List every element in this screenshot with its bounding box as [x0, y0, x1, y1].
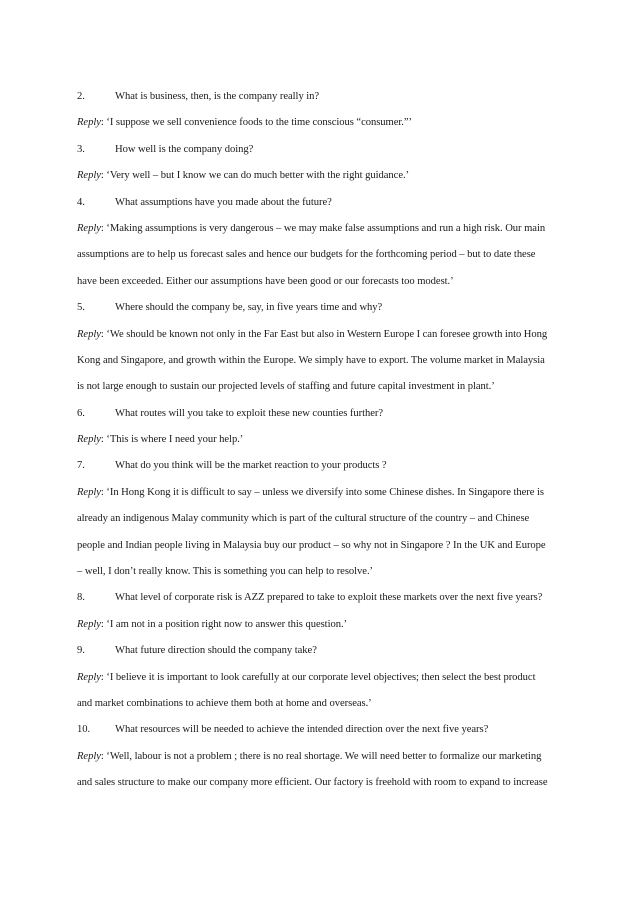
- question-text: What future direction should the company take?: [115, 645, 317, 657]
- reply-line: [77, 750, 567, 763]
- reply-continuation-line: [77, 512, 567, 525]
- reply-continuation-line: [77, 539, 567, 552]
- question-line: [77, 723, 567, 736]
- question-text: What resources will be needed to achieve the intended direction over the next five years?: [115, 724, 489, 736]
- reply-label: Reply: [77, 486, 101, 498]
- reply-text: : ‘Making assumptions is very dangerous – we may make false assumptions and run a high risk. Our main: [100, 222, 546, 234]
- reply-line: [77, 486, 567, 499]
- paragraph-text: and market combinations to achieve them both at home and overseas.’: [77, 697, 372, 709]
- reply-text: : ‘In Hong Kong it is difficult to say – unless we diversify into some Chinese dishes. In Singapore there is: [100, 486, 544, 498]
- reply-label: Reply: [77, 170, 101, 182]
- question-line: [77, 196, 567, 209]
- reply-text: : ‘We should be known not only in the Far East but also in Western Europe I can foresee growth into Hong: [100, 328, 548, 340]
- document-body: [77, 90, 567, 803]
- question-line: [77, 407, 567, 420]
- reply-line: [77, 169, 567, 182]
- paragraph-text: and sales structure to make our company more efficient. Our factory is freehold with room to expand to increase: [77, 777, 548, 789]
- question-line: [77, 644, 567, 657]
- reply-label: Reply: [77, 434, 101, 446]
- question-number: 10.: [77, 724, 91, 736]
- paragraph-text: – well, I don’t really know. This is something you can help to resolve.’: [77, 566, 374, 578]
- question-line: [77, 591, 567, 604]
- reply-line: [77, 618, 567, 631]
- reply-label: Reply: [77, 222, 101, 234]
- paragraph-text: have been exceeded. Either our assumptions have been good or our forecasts too modest.’: [77, 275, 454, 287]
- paragraph-text: people and Indian people living in Malaysia buy our product – so why not in Singapore ? In the UK and Europe: [77, 539, 546, 551]
- reply-label: Reply: [77, 117, 101, 129]
- reply-text: : ‘I believe it is important to look carefully at our corporate level objectives; then select the best product: [100, 671, 536, 683]
- reply-text: : ‘Very well – but I know we can do much better with the right guidance.’: [100, 170, 410, 182]
- question-number: 6.: [77, 407, 85, 419]
- reply-label: Reply: [77, 750, 101, 762]
- question-number: 3.: [77, 143, 85, 155]
- question-line: [77, 90, 567, 103]
- paragraph-text: assumptions are to help us forecast sales and hence our budgets for the forthcoming period – but to date these: [77, 249, 536, 261]
- paragraph-text: Kong and Singapore, and growth within the Europe. We simply have to export. The volume market in Malaysia: [77, 354, 545, 366]
- question-text: How well is the company doing?: [115, 143, 254, 155]
- reply-line: [77, 671, 567, 684]
- question-text: What is business, then, is the company really in?: [115, 91, 320, 102]
- question-number: 5.: [77, 302, 85, 314]
- reply-text: : ‘Well, labour is not a problem ; there is no real shortage. We will need better to formalize our marketing: [100, 750, 542, 762]
- question-text: What routes will you take to exploit these new counties further?: [115, 407, 384, 419]
- question-number: 8.: [77, 592, 85, 604]
- reply-text: : ‘This is where I need your help.’: [100, 434, 244, 446]
- question-line: [77, 301, 567, 314]
- reply-continuation-line: [77, 354, 567, 367]
- question-number: 2.: [77, 91, 85, 102]
- reply-line: [77, 433, 567, 446]
- reply-continuation-line: [77, 697, 567, 710]
- reply-continuation-line: [77, 565, 567, 578]
- paragraph-text: is not large enough to sustain our projected levels of staffing and future capital investment in plant.’: [77, 381, 495, 393]
- reply-continuation-line: [77, 275, 567, 288]
- question-number: 7.: [77, 460, 85, 472]
- question-text: What do you think will be the market reaction to your products ?: [115, 460, 387, 472]
- question-text: Where should the company be, say, in five years time and why?: [115, 302, 383, 314]
- question-line: [77, 459, 567, 472]
- reply-continuation-line: [77, 776, 567, 789]
- question-text: What assumptions have you made about the future?: [115, 196, 332, 208]
- paragraph-text: already an indigenous Malay community which is part of the cultural structure of the country – and Chinese: [77, 513, 530, 525]
- question-text: What level of corporate risk is AZZ prepared to take to exploit these markets over the next five years?: [115, 592, 543, 604]
- reply-continuation-line: [77, 248, 567, 261]
- reply-continuation-line: [77, 380, 567, 393]
- question-number: 4.: [77, 196, 85, 208]
- reply-label: Reply: [77, 671, 101, 683]
- reply-text: : ‘I suppose we sell convenience foods to the time conscious “consumer.”’: [100, 117, 413, 129]
- reply-text: : ‘I am not in a position right now to answer this question.’: [100, 618, 348, 630]
- reply-label: Reply: [77, 618, 101, 630]
- reply-line: [77, 116, 567, 129]
- reply-label: Reply: [77, 328, 101, 340]
- question-line: [77, 143, 567, 156]
- reply-line: [77, 222, 567, 235]
- reply-line: [77, 328, 567, 341]
- question-number: 9.: [77, 645, 85, 657]
